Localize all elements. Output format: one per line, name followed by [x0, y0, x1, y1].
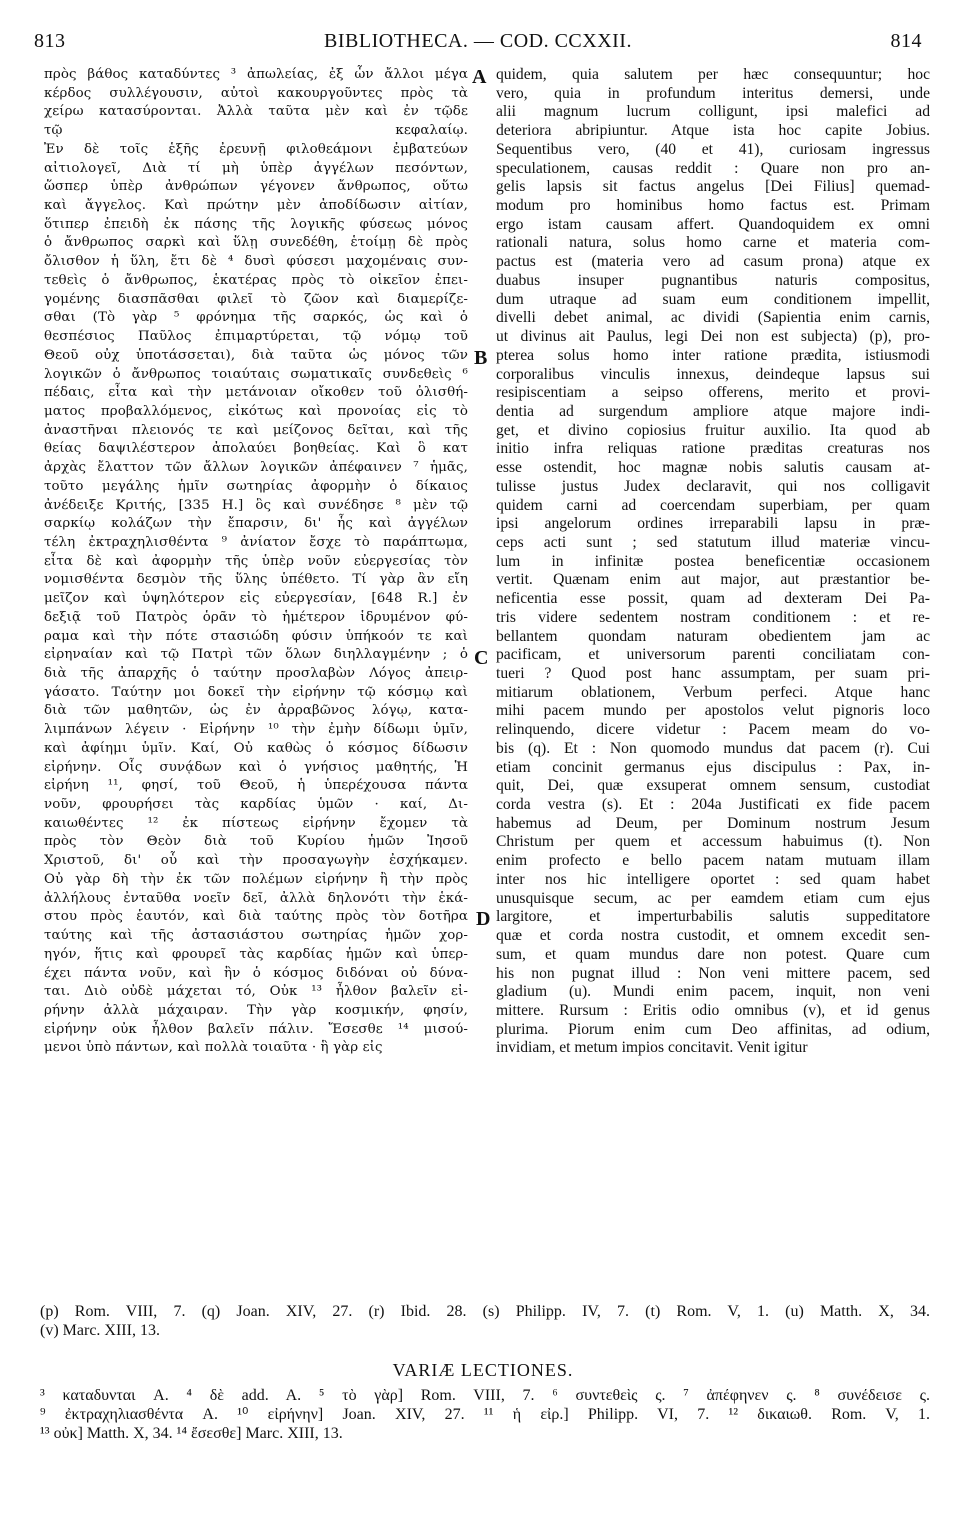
latin-text-line: duabus insuper pugnantibus naturis compositus, — [496, 271, 930, 289]
page-header — [34, 30, 922, 54]
greek-text-line: πρὸς τὸν Θεὸν διὰ τοῦ Κυρίου ἡμῶν Ἰησοῦ — [44, 834, 468, 850]
margin-letter-a: A — [472, 66, 487, 88]
greek-text-line: στου πρὸς ἑαυτόν, καὶ διὰ ταύτης πρὸς τὸν δοτῆρα — [44, 909, 468, 925]
latin-text-line: Christum per quem et accessum habuimus (t). Non — [496, 833, 930, 851]
greek-text-line: εἰρήνην. Οἷς συνᾴδων καὶ ὁ γνήσιος μαθητής, Ἡ — [44, 759, 468, 775]
greek-text-line: τῷ κεφαλαίῳ. — [44, 123, 468, 139]
greek-text-line: ὅτιπερ ἐπειδὴ ἐκ πάσης τῆς λογικῆς φύσεως μόνος — [44, 216, 468, 232]
variant-line: ³ καταδυνται A. ⁴ δὲ add. A. ⁵ τὸ γὰρ] Rom. VIII, 7. ⁶ συντεθεὶς ς. ⁷ ἀπέφηνεν ς. ⁸ συνέδεισε ς. — [40, 1387, 930, 1404]
greek-text-line: καιωθέντες ¹² ἐκ πίστεως εἰρήνην ἔχομεν τὰ — [44, 815, 468, 831]
greek-text-line: Χριστοῦ, δι' οὗ καὶ τὴν προσαγωγὴν ἐσχήκαμεν. — [44, 853, 468, 869]
latin-text-line: etiam concinit germanus ejus discipulus : Pax, in- — [496, 758, 930, 776]
greek-text-line: σαρκίῳ κολάζων τὴν ἔπαρσιν, δι' ἧς καὶ ἀγγέλων — [44, 516, 468, 532]
latin-text-line: mittere. Rursum : Eritis odio omnibus (v), et id genus — [496, 1001, 930, 1019]
variant-line: ⁹ ἐκτραχηλιασθέντα A. ¹⁰ εἰρήνην] Joan. XIV, 27. ¹¹ ἡ εἰρ.] Philipp. VI, 7. ¹² δικαιωθ. Rom. V, 1. — [40, 1406, 930, 1423]
latin-text-line: inter nos hic intelligere oportet : sed quam habet — [496, 870, 930, 888]
latin-text-line: neficentia esse possit, quam ad dexteram Dei Pa- — [496, 590, 930, 608]
greek-text-line: νοῦν, φρουρήσει τὰς καρδίας ὑμῶν · καί, Δι- — [44, 797, 468, 813]
greek-text-line: ἀλλήλους ἐνταῦθα νοεῖν δεῖ, ἀλλὰ δηλονότι τὴν ἑκά- — [44, 890, 468, 906]
latin-text-line: bellantem quondam naturam obedientem jam ac — [496, 627, 930, 645]
greek-text-line: εἰρήνην οὐκ ἦλθον βαλεῖν πάλιν. Ἔσεσθε ¹⁴ μισού- — [44, 1021, 468, 1037]
latin-text-line: sum, et quam mundus dare non potest. Quare cum — [496, 945, 930, 963]
latin-text-line: lum in infinitæ postea beneficentiæ occasionem — [496, 552, 930, 570]
greek-text-line: ἀναστῆναι πλειονός τε καὶ μείζονος δεῖται, καὶ τῆς — [44, 422, 468, 438]
latin-text-line: dum utraque ad suam eum conditionem impellit, — [496, 290, 930, 308]
latin-text-line: invidiam, et metum impios concitavit. Venit igitur — [496, 1039, 808, 1057]
greek-text-line: θεσπέσιος Παῦλος ἐπιμαρτύρεται, τῷ νόμῳ τοῦ — [44, 329, 468, 345]
latin-text-line: tris videre sedentem nostram conditionem : et re- — [496, 608, 930, 626]
greek-text-line: καὶ ἄγγελος. Καὶ πρώτην μὲν ἀποδίδωσιν αἰτίαν, — [44, 198, 468, 214]
latin-column — [496, 66, 930, 1057]
greek-text-line: ρήνην ἀλλὰ μάχαιραν. Τὴν γὰρ κοσμικήν, φησίν, — [44, 1002, 468, 1018]
latin-text-line: dentia ad surgendum ampliore atque majore indi- — [496, 402, 930, 420]
variae-lectiones-heading: VARIÆ LECTIONES. — [392, 1360, 574, 1380]
page-number-right: 814 — [890, 30, 922, 52]
latin-text-line: esse ostendit, hoc magnæ nobis salutis causam at- — [496, 459, 930, 477]
greek-text-line: ματος προβαλλόμενος, εἰκότως καὶ προνοίας εἰς τὸ — [44, 403, 468, 419]
greek-text-line: ται. Διὸ οὐδὲ μάχεται τό, Οὐκ ¹³ ἦλθον βαλεῖν εἰ- — [44, 984, 468, 1000]
variae-lectiones — [40, 1386, 930, 1443]
latin-text-line: vertit. Quænam enim aut major, aut præstantior be- — [496, 571, 930, 589]
greek-text-line: μενοι ὑπὸ πάντων, καὶ πολλὰ τοιαῦτα · ἣ γὰρ εἰς — [44, 1040, 383, 1056]
page-number-left: 813 — [34, 30, 66, 52]
greek-text-line: τεθεὶς ὁ ἄνθρωπος, ἑκατέρας πρὸς τὸ οἰκεῖον ἐπει- — [44, 272, 468, 288]
margin-letter-d: D — [476, 908, 491, 930]
greek-text-line: ὥσπερ ὑπὲρ ἀνθρώπων γέγονεν ἄνθρωπος, οὕτω — [44, 179, 468, 195]
greek-text-line: διὰ τῶν μαθητῶν, ὡς ἐν ἀρραβῶνος λόγῳ, κατα- — [44, 703, 468, 719]
latin-text-line: quit, Dei, quæ exsuperat omnem sensum, custodiat — [496, 777, 930, 795]
greek-text-line: Ἐν δὲ τοῖς ἑξῆς ἐρευνῇ φιλοθεάμονι ἐμβατεύων — [44, 141, 468, 157]
margin-letter-c: C — [474, 647, 489, 669]
latin-text-line: largitore, et imperturbabilis salutis suppeditatore — [496, 908, 930, 926]
greek-text-line: γάσατο. Ταύτην μοι δοκεῖ τὴν εἰρήνην τῷ κόσμῳ καὶ — [44, 684, 468, 700]
greek-text-line: σθαι (Τὸ γὰρ ⁵ φρόνημα τῆς σαρκός, ὡς καὶ ὁ — [44, 310, 468, 326]
greek-text-line: μεῖζον καὶ ὑψηλότερον εἰς εὐεργεσίαν, [648 R.] ἐν — [44, 591, 468, 607]
greek-text-line: ἀνέδειξε Κριτής, [335 H.] ὃς καὶ συνέδησε ⁸ μὲν τῷ — [44, 497, 468, 513]
latin-text-line: tulisse justus Judex declaravit, qui nos colligavit — [496, 477, 930, 495]
latin-text-line: plurima. Piorum enim cum Deo affinitas, ad odium, — [496, 1020, 930, 1038]
footnote-line: (p) Rom. VIII, 7. (q) Joan. XIV, 27. (r) Ibid. 28. (s) Philipp. IV, 7. (t) Rom. V, 1. (u) Matth. X, 34. — [40, 1303, 930, 1320]
latin-text-line: gelis lapsis sit factus angelus [Dei Filius] quemad- — [496, 178, 930, 196]
greek-text-line: λιμπάνων λέγειν · Εἰρήνην ¹⁰ τὴν ἐμὴν δίδωμι ὑμῖν, — [44, 722, 468, 738]
latin-text-line: relinquendo, dicere videtur : Pacem meam do vo- — [496, 721, 930, 739]
latin-text-line: tueri ? Quod post hanc assumptam, per suam pri- — [496, 665, 930, 682]
greek-text-line: τοῦτο μεγάλης ἡμῖν σωτηρίας ἀφορμὴν ὁ δίκαιος — [44, 478, 468, 494]
latin-text-line: enim profecto e bello pacem natam mutuam illam — [496, 852, 930, 870]
latin-text-line: deteriora abripiuntur. Atque ista hoc capite Jobius. — [496, 122, 930, 140]
greek-text-line: ὁ ἄνθρωπος σαρκὶ καὶ ὕλῃ συνεδέθη, ἑτοίμῃ δὲ πρὸς — [44, 235, 468, 251]
latin-text-line: unusquisque secum, ac per eamdem etiam cum ejus — [496, 889, 930, 907]
latin-text-line: vero, quia in profundum interitus demersi, unde — [496, 84, 930, 102]
latin-text-line: ceps acti sunt ; sed statutum illud materiæ vincu- — [496, 533, 930, 551]
latin-text-line: quæ et corda nostra custodit, et omnem excedit sen- — [496, 927, 930, 945]
greek-text-line: ηγόν, ἥτις καὶ φρουρεῖ τὰς καρδίας ἡμῶν καὶ ὑπερ- — [44, 946, 468, 962]
greek-text-line: διὰ τῆς ἀπαρχῆς ὁ ταύτην προσλαβὼν Λόγος ἀπειρ- — [44, 666, 468, 681]
latin-text-line: bis (q). Et : Non quomodo mundus dat pacem (r). Cui — [496, 739, 930, 757]
latin-text-line: alii magnum lucrum colligunt, ipsi malefici ad — [496, 103, 930, 121]
greek-text-line: ταύτης καὶ τῆς ἀστασιάστου σωτηρίας ἡμῶν χορ- — [44, 928, 468, 944]
latin-text-line: modum pro hominibus homo factus est. Primam — [496, 197, 930, 215]
latin-text-line: speculationem, causas reddit : Quare non pro an- — [496, 159, 930, 177]
greek-text-line: τέλη ἐκτραχηλισθέντα ⁹ ἀνίατον ἔσχε τὸ παράπτωμα, — [44, 534, 468, 550]
latin-text-line: habemus ad Deum, per Dominum nostrum Jesum — [496, 814, 930, 832]
latin-text-line: mitiarum oblationem, Verbum perfeci. Atque hanc — [496, 683, 930, 701]
latin-text-line: his non pugnat illud : Non veni mittere pacem, sed — [496, 964, 930, 982]
greek-text-line: ὄλισθον ἡ ὕλη, ἔτι δὲ ⁴ δυσὶ φύσεσι μαχομέναις συν- — [44, 254, 468, 270]
latin-text-line: pactus est (materia vero ad casum prona) atque ex — [496, 253, 930, 271]
greek-text-line: Οὐ γὰρ δὴ τὴν ἐκ τῶν πολέμων εἰρήνην ἢ τὴν πρὸς — [44, 871, 468, 887]
greek-text-line: εἰρηναίαν καὶ τῷ Πατρὶ τῶν ὅλων διηλλαγμένην ; ὁ — [44, 647, 468, 663]
footnote-line: (v) Marc. XIII, 13. — [40, 1322, 160, 1339]
latin-text-line: ergo istam causam affert. Quandoquidem ex omni — [496, 215, 930, 233]
latin-text-line: pterea solus homo inter ratione prædita, istiusmodi — [496, 346, 930, 364]
greek-text-line: γομένης διασπᾶσθαι φιλεῖ τὸ ζῶον καὶ διαμερίζε- — [44, 291, 468, 307]
latin-text-line: quidem, quia salutem per hæc consequuntur; hoc — [496, 66, 930, 83]
latin-text-line: initio infra reliquas ratione præditas creaturas nos — [496, 440, 930, 458]
greek-text-line: ἀρχὰς ἔλαττον τῶν ἄλλων λογικῶν ἀπέφαινεν ⁷ ἡμᾶς, — [44, 460, 468, 476]
greek-text-line: θείας δαψιλέστερον ἀπολαύει βοηθείας. Καὶ ὃ κατ — [44, 441, 468, 457]
latin-text-line: pacificam, et universorum parenti conciliatam con- — [496, 646, 930, 664]
latin-text-line: Sequentibus vero, (40 et 41), curiosam ingressus — [496, 140, 930, 158]
latin-text-line: corporalibus vinculis innexus, deindeque lapsus sui — [496, 365, 930, 383]
margin-letter-b: B — [474, 347, 488, 369]
greek-text-line: Θεοῦ οὐχ ὑποτάσσεται), διὰ ταῦτα ὡς μόνος τῶν — [44, 347, 468, 363]
greek-text-line: πρὸς βάθος καταδύντες ³ ἀπωλείας, ἐξ ὧν ἄλλοι μέγα — [44, 67, 468, 82]
greek-text-line: έχει πάντα νοῦν, καὶ ἣν ὁ κόσμος διδόναι οὐ δύνα- — [44, 965, 468, 981]
greek-text-line: εἰρήνη ¹¹, φησί, τοῦ Θεοῦ, ἡ ὑπερέχουσα πάντα — [44, 778, 468, 794]
greek-text-line: λογικῶν ὁ ἄνθρωπος τοιαύταις σωματικαῖς συνδεθεὶς ⁶ — [44, 366, 468, 382]
greek-text-line: κέρδος συλλέγουσιν, αὐτοὶ κακουργοῦντες πρὸς τὰ — [44, 85, 468, 101]
variant-line: ¹³ οὐκ] Matth. X, 34. ¹⁴ ἔσεσθε] Marc. XIII, 13. — [40, 1425, 343, 1442]
greek-text-line: καὶ ἀφίημι ὑμῖν. Καί, Οὐ καθὼς ὁ κόσμος δίδωσιν — [44, 740, 468, 756]
latin-text-line: ipsi angelorum ordines irreparabili lapsu in præ- — [496, 515, 930, 533]
latin-text-line: resipiscentiam a seipso offerens, merito et provi- — [496, 384, 930, 402]
greek-text-line: εἶτα δὲ καὶ ἀφορμὴν τῆς ὑπὲρ νοῦν εὐεργεσίας τὸν — [44, 553, 468, 569]
footnotes — [40, 1302, 930, 1340]
greek-text-line: νομισθέντα δεσμὸν τῆς ὕλης ὑπέθετο. Τί γὰρ ἂν εἴη — [44, 572, 468, 588]
greek-text-line: ραμα καὶ τὴν πότε στασιώδη φύσιν ὑπήκοόν τε καὶ — [44, 628, 468, 644]
greek-text-line: χείρω κατασύρονται. Ἀλλὰ ταῦτα μὲν καὶ ἐν τῷδε — [44, 104, 468, 120]
latin-text-line: ut divinus ait Paulus, legi Dei non est subjecta) (p), pro- — [496, 328, 930, 346]
latin-text-line: mihi pacem mundo per apostolos velut pignoris loco — [496, 702, 930, 720]
latin-text-line: corda vestra (s). Et : 204a Justificati ex fide pacem — [496, 796, 930, 814]
running-title: BIBLIOTHECA. — COD. CCXXII. — [324, 30, 632, 52]
latin-text-line: gladium (u). Mundi enim pacem, inquit, non veni — [496, 983, 930, 1001]
greek-column — [44, 66, 468, 1056]
latin-text-line: get, et divino copiosius fruitur auxilio. Ita quod ab — [496, 421, 930, 439]
latin-text-line: quidem carni ad coercendam superbiam, per quam — [496, 496, 930, 514]
latin-text-line: divelli debet animal, ac dividi (Sapientia enim carnis, — [496, 309, 930, 327]
latin-text-line: rationali natura, solus homo carne et materia com- — [496, 234, 930, 252]
greek-text-line: πέδαις, εἶτα καὶ τὴν μετάνοιαν οἴκοθεν τοῦ ὀλισθή- — [44, 385, 468, 401]
greek-text-line: δεξιᾷ τοῦ Πατρὸς ὁρᾶν τὸ ἡμέτερον ἱδρυμένον φύ- — [44, 609, 468, 625]
greek-text-line: αἰτιολογεῖ, Διὰ τί μὴ ὑπὲρ ἀγγέλων πεσόντων, — [44, 160, 468, 176]
